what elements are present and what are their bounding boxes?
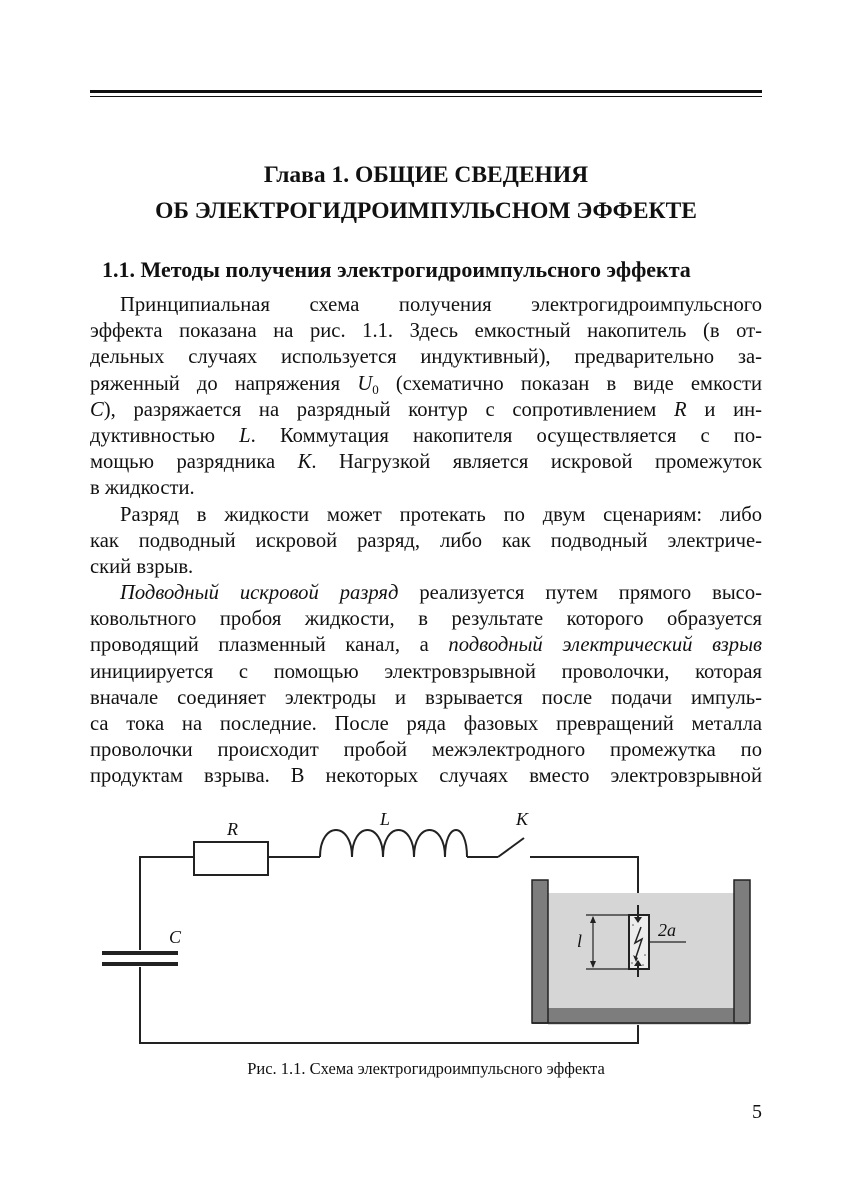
text-line: вначале соединяет электроды и взрывается после подачи импуль-: [90, 686, 762, 709]
text-line: в жидкости.: [90, 477, 195, 500]
text-line: ский взрыв.: [90, 555, 194, 578]
text-line: C), разряжается на разрядный контур с сопротивлением R и ин-: [90, 398, 762, 421]
text-line: ряженный до напряжения $U_0$ (схематично показан в виде емкости: [90, 372, 762, 397]
header-rule-thin: [90, 96, 762, 97]
body-text: [90, 292, 762, 790]
label-R: R: [227, 819, 238, 839]
switch-K: [498, 838, 524, 857]
text-line: проволочки происходит пробой межэлектродного промежутка по: [90, 739, 762, 762]
text-line: ковольтного пробоя жидкости, в результате которого образуется: [90, 608, 762, 631]
resistor-R: [194, 842, 268, 875]
label-2a: 2a: [658, 920, 676, 940]
text-line: дельных случаях используется индуктивный), предварительно за-: [90, 346, 762, 369]
text-line: инициируется с помощью электровзрывной проволочки, которая: [90, 660, 762, 683]
chapter-title-line-1: Глава 1. ОБЩИЕ СВЕДЕНИЯ: [263, 162, 589, 188]
text-line: как подводный искровой разряд, либо как подводный электриче-: [90, 529, 762, 552]
text-line: эффекта показана на рис. 1.1. Здесь емкостный накопитель (в от-: [90, 320, 762, 343]
label-K: K: [516, 809, 529, 829]
discharge-gap: [629, 905, 649, 977]
header-rule-thick: [90, 90, 762, 93]
chapter-title: [90, 157, 762, 229]
text-line: проводящий плазменный канал, а подводный электрический взрыв: [90, 634, 762, 657]
label-L: L: [380, 809, 391, 829]
text-line: продуктам взрыва. В некоторых случаях вместо электровзрывной: [90, 765, 762, 788]
section-title: 1.1. Методы получения электрогидроимпульсного эффекта: [102, 257, 691, 282]
text-line: са тока на последние. После ряда фазовых превращений металла: [90, 713, 762, 735]
inductor-L: [320, 830, 467, 857]
text-line: Принципиальная схема получения электрогидроимпульсного: [120, 294, 762, 316]
page-number: 5: [752, 1101, 762, 1123]
text-line: Разряд в жидкости может протекать по двум сценариям: либо: [120, 503, 762, 526]
circuit-diagram: [90, 805, 762, 1060]
var-U0: U: [357, 372, 373, 395]
figure-caption: Рис. 1.1. Схема электрогидроимпульсного эффекта: [247, 1059, 605, 1078]
label-C: C: [169, 927, 182, 947]
text-line: Подводный искровой разряд реализуется путем прямого высо-: [120, 582, 762, 605]
text-line: дуктивностью L. Коммутация накопителя осуществляется с по-: [90, 424, 762, 447]
text-line: мощью разрядника K. Нагрузкой является искровой промежуток: [90, 451, 762, 474]
label-l: l: [577, 931, 583, 951]
wire-left-top: [140, 857, 194, 950]
chapter-title-line-2: ОБ ЭЛЕКТРОГИДРОИМПУЛЬСНОМ ЭФФЕКТЕ: [155, 198, 697, 224]
